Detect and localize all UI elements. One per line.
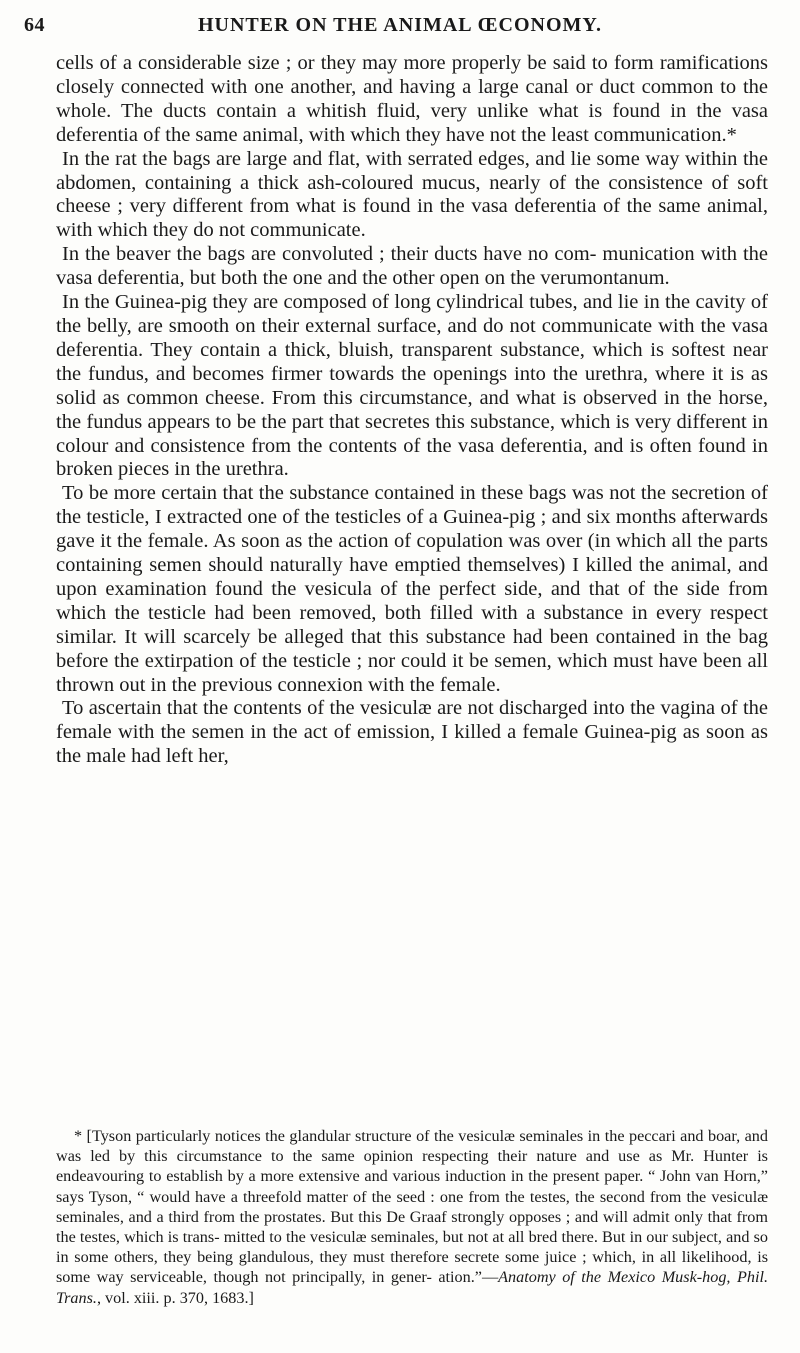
footnote [56, 1126, 768, 1308]
paragraph-beaver: In the beaver the bags are convoluted ; their ducts have no com- munication with the vasa deferentia, but both the one and the other open on the verumontanum. [56, 243, 768, 290]
footnote-citation-title: Anatomy of the Mexico Musk-hog, Phil. Trans. [56, 1268, 768, 1307]
paragraph-experiment: To be more certain that the substance contained in these bags was not the secretion of the testicle, I extracted one of the testicles of a Guinea-pig ; and six months afterwards gave it the female. As soon as the action of copulation was over (in which all the parts containing semen should naturally have emptied themselves) I killed the animal, and upon examination found the vesicula of the perfect side, and that of the side from which the testicle had been removed, both filled with a substance in every respect similar. It will scarcely be alleged that this substance had been contained in the bag before the extirpation of the testicle ; nor could it be semen, which must have been all thrown out in the previous connexion with the female. [56, 482, 768, 696]
footnote-body: * [Tyson particularly notices the glandular structure of the vesiculæ seminales in the peccari and boar, and was led by this circumstance to the same opinion respecting their nature and use as Mr. Hunter is endeavouring to establish by a more extensive and various induction in the present paper. “ John van Horn,” says Tyson, “ would have a threefold matter of the seed : one from the testes, the second from the vesiculæ seminales, and a third from the prostates. But this De Graaf strongly opposes ; and will admit only that from the testes, which is trans- mitted to the vesiculæ seminales, but not at all bred there. But in our subject, and so in some others, they being glandulous, they must therefore secrete some juice ; which, in all likelihood, is some way serviceable, though not principally, in gener- ation.”— [56, 1127, 768, 1287]
footnote-citation-rest: , vol. xiii. p. 370, 1683.] [96, 1288, 254, 1307]
running-title: HUNTER ON THE ANIMAL ŒCONOMY. [197, 14, 603, 36]
paragraph-rat: In the rat the bags are large and flat, with serrated edges, and lie some way within the abdomen, containing a thick ash-coloured mucus, nearly of the consistence of soft cheese ; very different from what is found in the vasa deferentia of the same animal, with which they do not communicate. [56, 147, 768, 242]
paragraph-vesiculae: To ascertain that the contents of the vesiculæ are not discharged into the vagina of the female with the semen in the act of emission, I killed a female Guinea-pig as soon as the male had left her, [56, 697, 768, 768]
page-number: 64 [24, 14, 45, 36]
running-head [24, 14, 776, 44]
paragraph-guinea-pig: In the Guinea-pig they are composed of long cylindrical tubes, and lie in the cavity of the belly, are smooth on their external surface, and do not communicate with the vasa deferentia. They contain a thick, bluish, transparent substance, which is softest near the fundus, and becomes firmer towards the openings into the urethra, where it is as solid as common cheese. From this circumstance, and what is observed in the horse, the fundus appears to be the part that secretes this substance, which is very different in colour and consistence from the contents of the vasa deferentia, and is often found in broken pieces in the urethra. [56, 291, 768, 481]
paragraph-continuation: cells of a considerable size ; or they may more properly be said to form ramifications closely connected with one another, and having a large canal or duct common to the whole. The ducts contain a whitish fluid, very unlike what is found in the vasa deferentia of the same animal, with which they have not the least communication.* [56, 52, 768, 146]
body-text [56, 52, 768, 769]
footnote-text [56, 1126, 768, 1308]
